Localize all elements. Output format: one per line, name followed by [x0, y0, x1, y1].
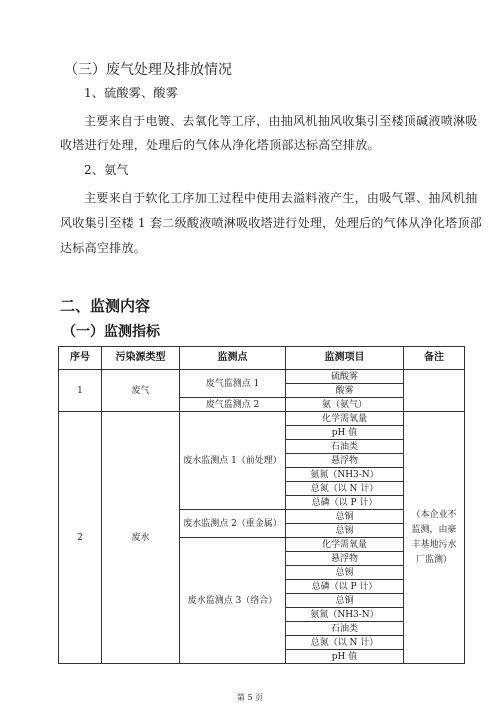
monitor-item: 总锡 — [286, 524, 404, 538]
monitor-point: 废水监测点 2（重金属） — [180, 510, 286, 538]
monitor-point: 废水监测点 1（前处理） — [180, 412, 286, 510]
table-row — [59, 370, 465, 384]
monitor-item: 总磷（以 P 计） — [286, 496, 404, 510]
monitor-point: 废气监测点 2 — [180, 398, 286, 412]
note-cell: （本企业不监测，由豪丰基地污水厂监测） — [404, 412, 465, 664]
source-type: 废水 — [102, 412, 180, 664]
item-2-paragraph-line3: 达标高空排放。 — [60, 241, 147, 255]
item-2-title: 2、氨气 — [84, 163, 129, 177]
monitoring-table — [58, 346, 465, 664]
header-item: 监测项目 — [286, 347, 404, 370]
table-row — [59, 412, 465, 426]
subsection-1-title: （一）监测指标 — [62, 324, 160, 340]
monitor-item: 总锡 — [286, 566, 404, 580]
note-cell — [404, 370, 465, 412]
section-2-title: 二、监测内容 — [60, 297, 151, 315]
monitor-point: 废水监测点 3（络合） — [180, 538, 286, 664]
monitor-item: 悬浮物 — [286, 552, 404, 566]
monitor-item: 悬浮物 — [286, 454, 404, 468]
item-2-paragraph-line1: 主要来自于软化工序加工过程中使用去溢料液产生，由吸气罩、抽风机抽 — [84, 191, 478, 205]
monitor-item: 石油类 — [286, 440, 404, 454]
monitor-item: 酸雾 — [286, 384, 404, 398]
item-1-paragraph-line1: 主要来自于电镀、去氧化等工序，由抽风机抽风收集引至楼顶碱液喷淋吸 — [84, 114, 478, 128]
monitor-item: 化学需氧量 — [286, 538, 404, 552]
item-2-paragraph-line2: 风收集引至楼 1 套二级酸液喷淋吸收塔进行处理，处理后的气体从净化塔顶部 — [60, 216, 483, 230]
table-header-row — [59, 347, 465, 370]
monitor-item: pH 值 — [286, 426, 404, 440]
row-no: 1 — [59, 370, 102, 412]
monitor-item: pH 值 — [286, 650, 404, 664]
monitor-item: 总铜 — [286, 594, 404, 608]
header-note: 备注 — [404, 347, 465, 370]
page-number: 第 5 页 — [236, 693, 264, 702]
header-source-type: 污染源类型 — [102, 347, 180, 370]
item-1-title: 1、硫酸雾、酸雾 — [84, 86, 179, 100]
source-type: 废气 — [102, 370, 180, 412]
monitor-item: 氨氮（NH3-N） — [286, 608, 404, 622]
item-1-paragraph-line2: 收塔进行处理，处理后的气体从净化塔顶部达标高空排放。 — [60, 138, 380, 152]
header-no: 序号 — [59, 347, 102, 370]
monitor-item: 化学需氧量 — [286, 412, 404, 426]
monitor-item: 总氮（以 N 计） — [286, 482, 404, 496]
monitor-item: 总氮（以 N 计） — [286, 636, 404, 650]
monitor-point: 废气监测点 1 — [180, 370, 286, 398]
monitor-item: 总磷（以 P 计） — [286, 580, 404, 594]
header-point: 监测点 — [180, 347, 286, 370]
monitor-item: 氨氮（NH3-N） — [286, 468, 404, 482]
row-no: 2 — [59, 412, 102, 664]
monitor-item: 总铜 — [286, 510, 404, 524]
monitor-item: 硫酸雾 — [286, 370, 404, 384]
section-3-title: （三）废气处理及排放情况 — [64, 62, 232, 78]
monitor-item: 氨（氨气） — [286, 398, 404, 412]
monitor-item: 石油类 — [286, 622, 404, 636]
